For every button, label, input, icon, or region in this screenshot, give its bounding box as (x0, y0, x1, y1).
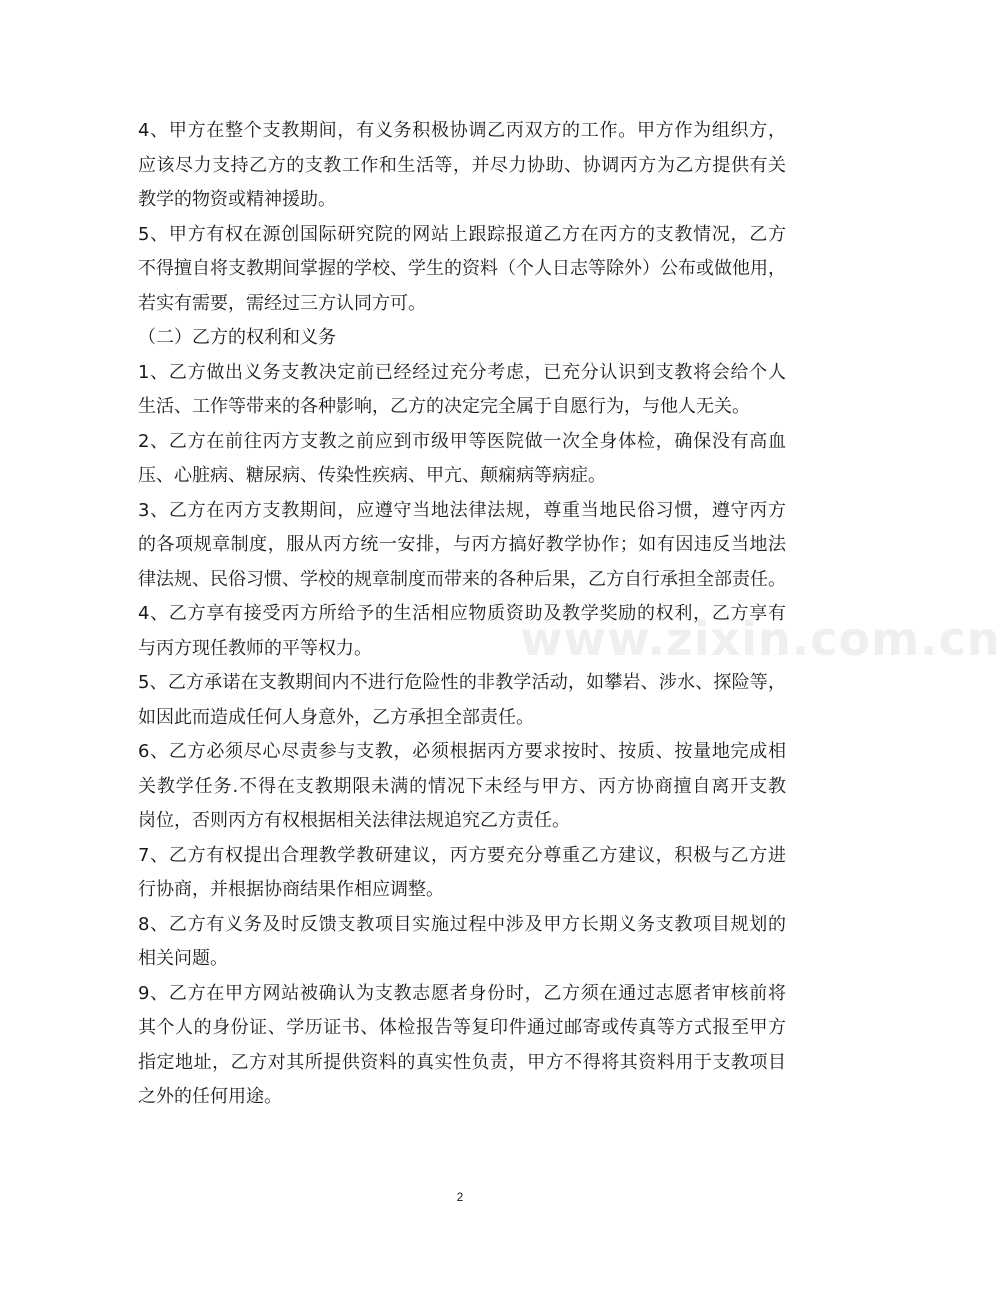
paragraph-line: 4、甲方在整个支教期间，有义务积极协调乙丙双方的工作。甲方作为组织方， (138, 120, 786, 141)
paragraph-line: 应该尽力支持乙方的支教工作和生活等，并尽力协助、协调丙方为乙方提供有关 (138, 154, 786, 176)
paragraph (138, 839, 786, 908)
paragraph (138, 494, 786, 598)
paragraph (138, 114, 786, 218)
paragraph-line: 8、乙方有义务及时反馈支教项目实施过程中涉及甲方长期义务支教项目规划的 (138, 913, 786, 935)
paragraph-line: 关教学任务.不得在支教期限未满的情况下未经与甲方、丙方协商擅自离开支教 (138, 775, 786, 797)
paragraph-line: 压、心脏病、糖尿病、传染性疾病、甲亢、颠痫病等病症。 (138, 465, 606, 486)
paragraph-line: 3、乙方在丙方支教期间，应遵守当地法律法规，尊重当地民俗习惯，遵守丙方 (138, 499, 786, 521)
paragraph-line: （二）乙方的权利和义务 (138, 327, 336, 348)
paragraph (138, 908, 786, 977)
paragraph-line: 4、乙方享有接受丙方所给予的生活相应物质资助及教学奖励的权利，乙方享有 (138, 603, 786, 624)
paragraph-line: 不得擅自将支教期间掌握的学校、学生的资料（个人日志等除外）公布或做他用， (138, 258, 786, 279)
paragraph-line: 指定地址，乙方对其所提供资料的真实性负责，甲方不得将其资料用于支教项目 (138, 1051, 786, 1073)
paragraph (138, 597, 786, 666)
paragraph-line: 之外的任何用途。 (138, 1086, 282, 1107)
watermark: www.zixin.com.cn (520, 612, 1001, 666)
paragraph (138, 666, 786, 735)
paragraph-line: 6、乙方必须尽心尽责参与支教，必须根据丙方要求按时、按质、按量地完成相 (138, 741, 786, 762)
paragraph-line: 如因此而造成任何人身意外，乙方承担全部责任。 (138, 706, 534, 728)
paragraph-line: 若实有需要，需经过三方认同方可。 (138, 292, 426, 314)
paragraph (138, 356, 786, 425)
paragraph-line: 5、甲方有权在源创国际研究院的网站上跟踪报道乙方在丙方的支教情况，乙方 (138, 223, 786, 245)
document-body (138, 114, 786, 1115)
paragraph-line: 与丙方现任教师的平等权力。 (138, 637, 372, 659)
paragraph-line: 的各项规章制度，服从丙方统一安排，与丙方搞好教学协作；如有因违反当地法 (138, 534, 786, 555)
paragraph (138, 218, 786, 322)
paragraph-line: 7、乙方有权提出合理教学教研建议，丙方要充分尊重乙方建议，积极与乙方进 (138, 844, 786, 866)
paragraph-line: 9、乙方在甲方网站被确认为支教志愿者身份时，乙方须在通过志愿者审核前将 (138, 982, 786, 1004)
paragraph (138, 977, 786, 1115)
paragraph-line: 教学的物资或精神援助。 (138, 189, 336, 210)
paragraph-line: 生活、工作等带来的各种影响，乙方的决定完全属于自愿行为，与他人无关。 (138, 396, 750, 417)
paragraph (138, 735, 786, 839)
paragraph-line: 2、乙方在前往丙方支教之前应到市级甲等医院做一次全身体检，确保没有高血 (138, 430, 786, 452)
paragraph-line: 岗位，否则丙方有权根据相关法律法规追究乙方责任。 (138, 810, 570, 831)
paragraph (138, 425, 786, 494)
paragraph-line: 相关问题。 (138, 948, 228, 969)
paragraph-line: 1、乙方做出义务支教决定前已经经过充分考虑，已充分认识到支教将会给个人 (138, 361, 786, 383)
paragraph-line: 律法规、民俗习惯、学校的规章制度而带来的各种后果，乙方自行承担全部责任。 (138, 568, 786, 590)
paragraph-line: 行协商，并根据协商结果作相应调整。 (138, 879, 444, 900)
paragraph-line: 其个人的身份证、学历证书、体检报告等复印件通过邮寄或传真等方式报至甲方 (138, 1017, 786, 1038)
paragraph-line: 5、乙方承诺在支教期间内不进行危险性的非教学活动，如攀岩、涉水、探险等， (138, 672, 786, 693)
paragraph (138, 321, 786, 356)
page-number: 2 (456, 1190, 464, 1204)
